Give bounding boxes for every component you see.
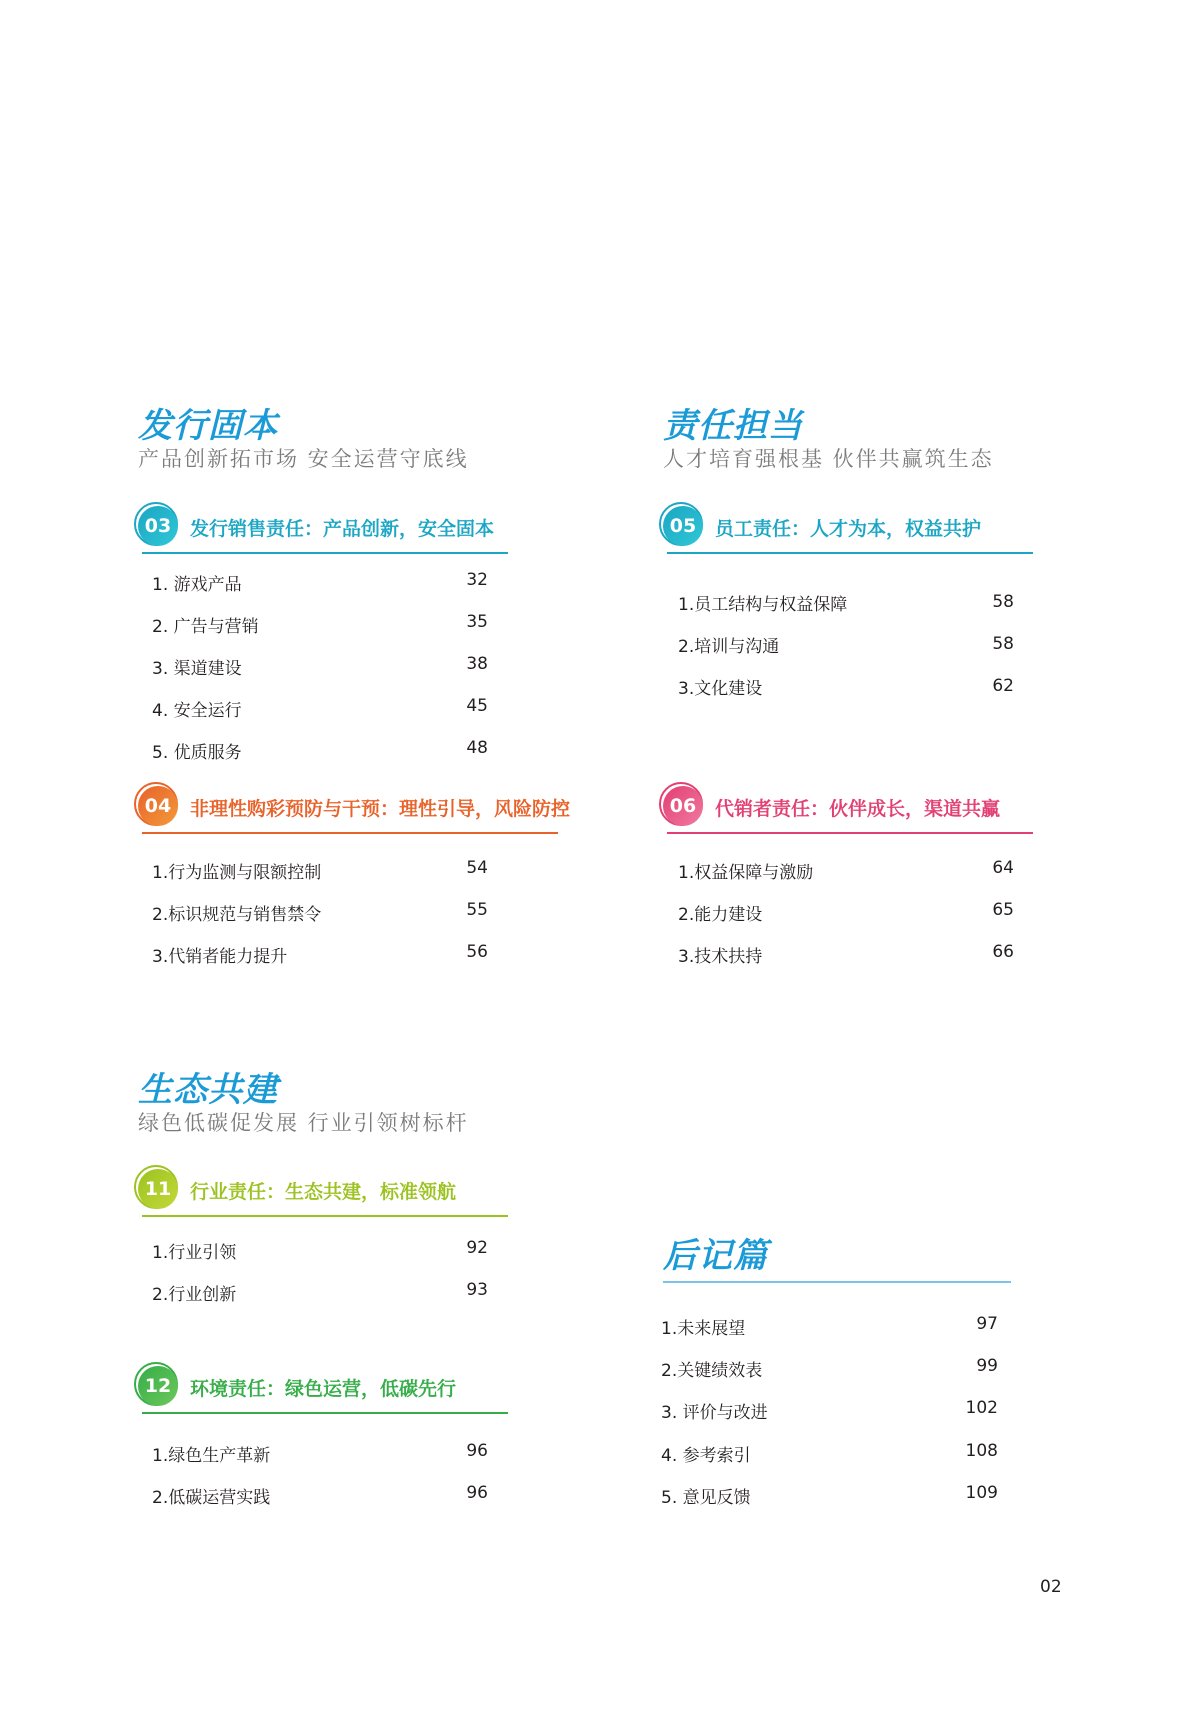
toc-item[interactable]: 3.文化建设	[678, 679, 763, 699]
section-divider	[142, 832, 558, 834]
toc-item[interactable]: 5. 意见反馈	[661, 1488, 751, 1508]
toc-page: 92	[466, 1238, 488, 1258]
toc-item[interactable]: 1.权益保障与激励	[678, 863, 814, 883]
toc-item[interactable]: 1.未来展望	[661, 1319, 746, 1339]
section-header-03[interactable]	[138, 506, 508, 550]
toc-page: 96	[466, 1441, 488, 1461]
toc-item[interactable]: 3. 评价与改进	[661, 1403, 768, 1423]
toc-item[interactable]: 3.技术扶持	[678, 947, 763, 967]
toc-page: 55	[466, 900, 488, 920]
theme-title-ecosystem: 生态共建	[138, 1070, 278, 1110]
toc-item[interactable]: 4. 安全运行	[152, 701, 242, 721]
section-number-badge: 11	[138, 1169, 178, 1209]
toc-item[interactable]: 1.行业引领	[152, 1243, 237, 1263]
afterword-divider	[663, 1281, 1011, 1283]
toc-page: 58	[992, 634, 1014, 654]
toc-item[interactable]: 4. 参考索引	[661, 1446, 751, 1466]
toc-page: 32	[466, 570, 488, 590]
section-title: 行业责任：生态共建，标准领航	[190, 1181, 457, 1203]
section-title: 员工责任：人才为本，权益共护	[715, 518, 982, 540]
toc-item[interactable]: 2.低碳运营实践	[152, 1488, 271, 1508]
section-header-06[interactable]	[663, 786, 1033, 830]
theme-title-issuance: 发行固本	[138, 406, 278, 446]
toc-item[interactable]: 2.培训与沟通	[678, 637, 780, 657]
toc-page: 96	[466, 1483, 488, 1503]
section-title: 非理性购彩预防与干预：理性引导，风险防控	[190, 798, 571, 820]
toc-page: 62	[992, 676, 1014, 696]
toc-item[interactable]: 1.员工结构与权益保障	[678, 595, 848, 615]
toc-page: 102	[965, 1398, 998, 1418]
toc-item[interactable]: 2.能力建设	[678, 905, 763, 925]
toc-item[interactable]: 3. 渠道建设	[152, 659, 242, 679]
section-header-05[interactable]	[663, 506, 1033, 550]
toc-page: 54	[466, 858, 488, 878]
afterword-title: 后记篇	[663, 1236, 768, 1276]
section-number-badge: 03	[138, 506, 178, 546]
section-header-12[interactable]	[138, 1366, 508, 1410]
toc-page: 65	[992, 900, 1014, 920]
toc-item[interactable]: 2.关键绩效表	[661, 1361, 763, 1381]
toc-page: 35	[466, 612, 488, 632]
section-divider	[142, 1215, 508, 1217]
theme-subtitle-issuance: 产品创新拓市场 安全运营守底线	[138, 447, 469, 471]
section-divider	[667, 552, 1033, 554]
section-divider	[142, 552, 508, 554]
toc-item[interactable]: 5. 优质服务	[152, 743, 242, 763]
toc-item[interactable]: 1.绿色生产革新	[152, 1446, 271, 1466]
section-number-badge: 12	[138, 1366, 178, 1406]
section-number-badge: 05	[663, 506, 703, 546]
toc-page: 93	[466, 1280, 488, 1300]
section-header-04[interactable]	[138, 786, 571, 830]
section-divider	[667, 832, 1033, 834]
toc-page: 58	[992, 592, 1014, 612]
toc-item[interactable]: 2.行业创新	[152, 1285, 237, 1305]
section-divider	[142, 1412, 508, 1414]
section-number-badge: 06	[663, 786, 703, 826]
toc-item[interactable]: 3.代销者能力提升	[152, 947, 288, 967]
page-number: 02	[1040, 1577, 1062, 1597]
toc-page: 45	[466, 696, 488, 716]
toc-page: 64	[992, 858, 1014, 878]
section-title: 环境责任：绿色运营，低碳先行	[190, 1378, 457, 1400]
toc-item[interactable]: 2. 广告与营销	[152, 617, 259, 637]
toc-page: 97	[976, 1314, 998, 1334]
toc-page: 48	[466, 738, 488, 758]
theme-title-responsibility: 责任担当	[663, 406, 803, 446]
theme-subtitle-ecosystem: 绿色低碳促发展 行业引领树标杆	[138, 1111, 469, 1135]
toc-page: 56	[466, 942, 488, 962]
toc-page: 99	[976, 1356, 998, 1376]
toc-item[interactable]: 1.行为监测与限额控制	[152, 863, 322, 883]
section-title: 代销者责任：伙伴成长，渠道共赢	[715, 798, 1001, 820]
section-header-11[interactable]	[138, 1169, 508, 1213]
toc-item[interactable]: 1. 游戏产品	[152, 575, 242, 595]
toc-page: 109	[965, 1483, 998, 1503]
toc-page: 108	[965, 1441, 998, 1461]
toc-page: 38	[466, 654, 488, 674]
theme-subtitle-responsibility: 人才培育强根基 伙伴共赢筑生态	[663, 447, 994, 471]
section-number-badge: 04	[138, 786, 178, 826]
toc-item[interactable]: 2.标识规范与销售禁令	[152, 905, 322, 925]
section-title: 发行销售责任：产品创新，安全固本	[190, 518, 495, 540]
toc-page: 66	[992, 942, 1014, 962]
